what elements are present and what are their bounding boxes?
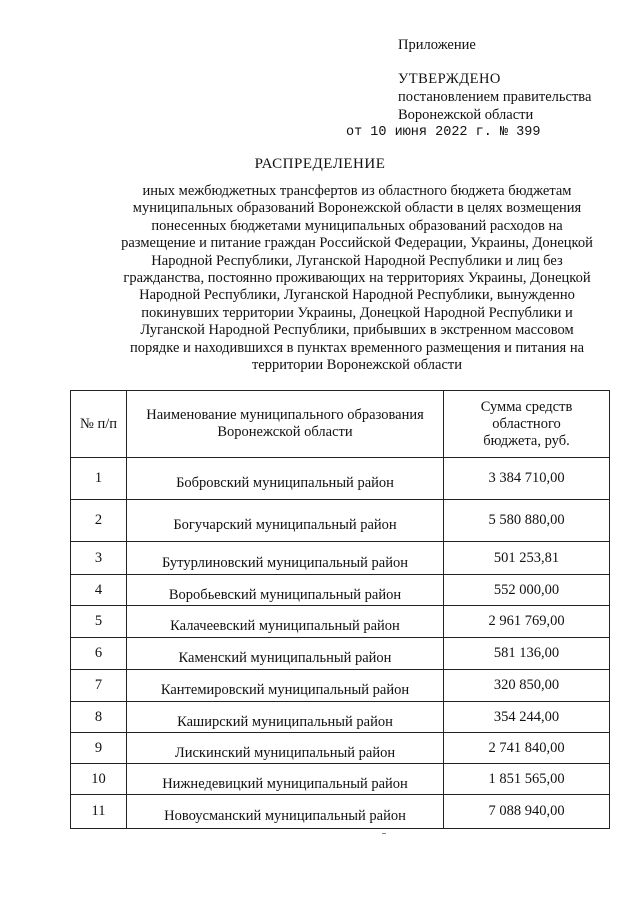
subtitle-line: иных межбюджетных трансфертов из областного бюджета бюджетам <box>142 183 572 199</box>
row-sum: 581 136,00 <box>444 638 610 670</box>
row-name <box>127 702 444 733</box>
table-row <box>71 638 610 670</box>
header-num-label: № п/п <box>79 415 117 432</box>
subtitle-line: муниципальных образований Воронежской области в целях возмещения <box>132 200 582 217</box>
header-sum-line: бюджета, руб. <box>483 432 570 449</box>
decree-date: от 10 июня 2022 г. № 399 <box>346 125 541 140</box>
subtitle-line: покинувших территории Украины, Донецкой Народной Республики и <box>141 304 573 321</box>
subtitle-line: Народной Республики, Луганской Народной Республики, вынужденно <box>139 287 575 304</box>
row-name <box>127 670 444 702</box>
document-title: РАСПРЕДЕЛЕНИЕ <box>254 156 386 172</box>
subtitle-line: Луганской Народной Республики, прибывших в экстренном массовом <box>140 322 574 339</box>
row-sum: 2 741 840,00 <box>444 733 610 764</box>
row-name <box>127 606 444 638</box>
header-sum-line: областного <box>492 415 561 432</box>
row-sum: 354 244,00 <box>444 702 610 733</box>
row-sum: 5 580 880,00 <box>444 500 610 542</box>
header-name <box>127 391 444 458</box>
allocation-table <box>70 390 610 829</box>
header-sum-line: Сумма средств <box>480 398 573 415</box>
row-num: 8 <box>71 702 127 733</box>
table-row <box>71 575 610 606</box>
decree-line-2: Воронежской области <box>398 107 534 123</box>
row-sum: 2 961 769,00 <box>444 606 610 638</box>
table-row <box>71 733 610 764</box>
row-name <box>127 795 444 829</box>
row-name-text: Кантемировский муниципальный район <box>160 682 410 698</box>
table-row <box>71 764 610 795</box>
row-sum: 552 000,00 <box>444 575 610 606</box>
row-name-text: Нижнедевицкий муниципальный район <box>162 775 408 792</box>
row-sum: 3 384 710,00 <box>444 458 610 500</box>
row-name <box>127 764 444 795</box>
row-name <box>127 575 444 606</box>
subtitle-line: гражданства, постоянно проживающих на территориях Украины, Донецкой <box>123 270 591 287</box>
approved-heading: УТВЕРЖДЕНО <box>398 71 501 87</box>
row-name-text: Калачеевский муниципальный район <box>170 618 400 634</box>
row-name-text: Новоусманский муниципальный район <box>164 808 406 824</box>
row-num: 1 <box>71 458 127 500</box>
row-name <box>127 542 444 575</box>
row-num: 4 <box>71 575 127 606</box>
row-num: 11 <box>71 795 127 829</box>
row-name-text: Богучарский муниципальный район <box>173 517 397 533</box>
spacer <box>398 54 634 70</box>
row-name-text: Каширский муниципальный район <box>177 713 393 730</box>
table-row <box>71 542 610 575</box>
header-num <box>71 391 127 458</box>
table-header-row <box>71 391 610 458</box>
row-sum: 7 088 940,00 <box>444 795 610 829</box>
row-num: 9 <box>71 733 127 764</box>
header-name-line: Наименование муниципального образования <box>146 407 424 423</box>
row-name <box>127 458 444 500</box>
table-row <box>71 458 610 500</box>
row-name <box>127 638 444 670</box>
table-row <box>71 606 610 638</box>
row-num: 6 <box>71 638 127 670</box>
row-num: 7 <box>71 670 127 702</box>
row-num: 10 <box>71 764 127 795</box>
approval-block <box>346 36 634 142</box>
table-row <box>71 702 610 733</box>
decree-line-1: постановлением правительства <box>398 89 592 105</box>
header-sum <box>444 391 610 458</box>
subtitle-line: Народной Республики, Луганской Народной Республики и лиц без <box>151 252 563 269</box>
scan-mark <box>382 833 386 834</box>
table-row <box>71 500 610 542</box>
row-name <box>127 500 444 542</box>
subtitle-line: территории Воронежской области <box>251 357 463 374</box>
row-num: 2 <box>71 500 127 542</box>
row-name-text: Бобровский муниципальный район <box>176 475 394 491</box>
row-num: 5 <box>71 606 127 638</box>
subtitle-line: порядке и находившихся в пунктах временного размещения и питания на <box>129 339 585 356</box>
header-name-line: Воронежской области <box>217 424 353 440</box>
table-row <box>71 795 610 829</box>
document-subtitle <box>108 183 606 374</box>
row-name-text: Воробьевский муниципальный район <box>168 586 402 603</box>
row-name-text: Каменский муниципальный район <box>178 650 392 666</box>
subtitle-line: понесенных бюджетами муниципальных образований расходов на <box>151 217 563 234</box>
row-sum: 1 851 565,00 <box>444 764 610 795</box>
table-row <box>71 670 610 702</box>
row-name-text: Бутурлиновский муниципальный район <box>161 554 409 571</box>
appendix-label: Приложение <box>398 37 476 53</box>
row-sum: 501 253,81 <box>444 542 610 575</box>
row-sum: 320 850,00 <box>444 670 610 702</box>
subtitle-line: размещение и питание граждан Российской Федерации, Украины, Донецкой <box>121 235 593 252</box>
row-name-text: Лискинский муниципальный район <box>174 744 396 761</box>
row-num: 3 <box>71 542 127 575</box>
row-name <box>127 733 444 764</box>
